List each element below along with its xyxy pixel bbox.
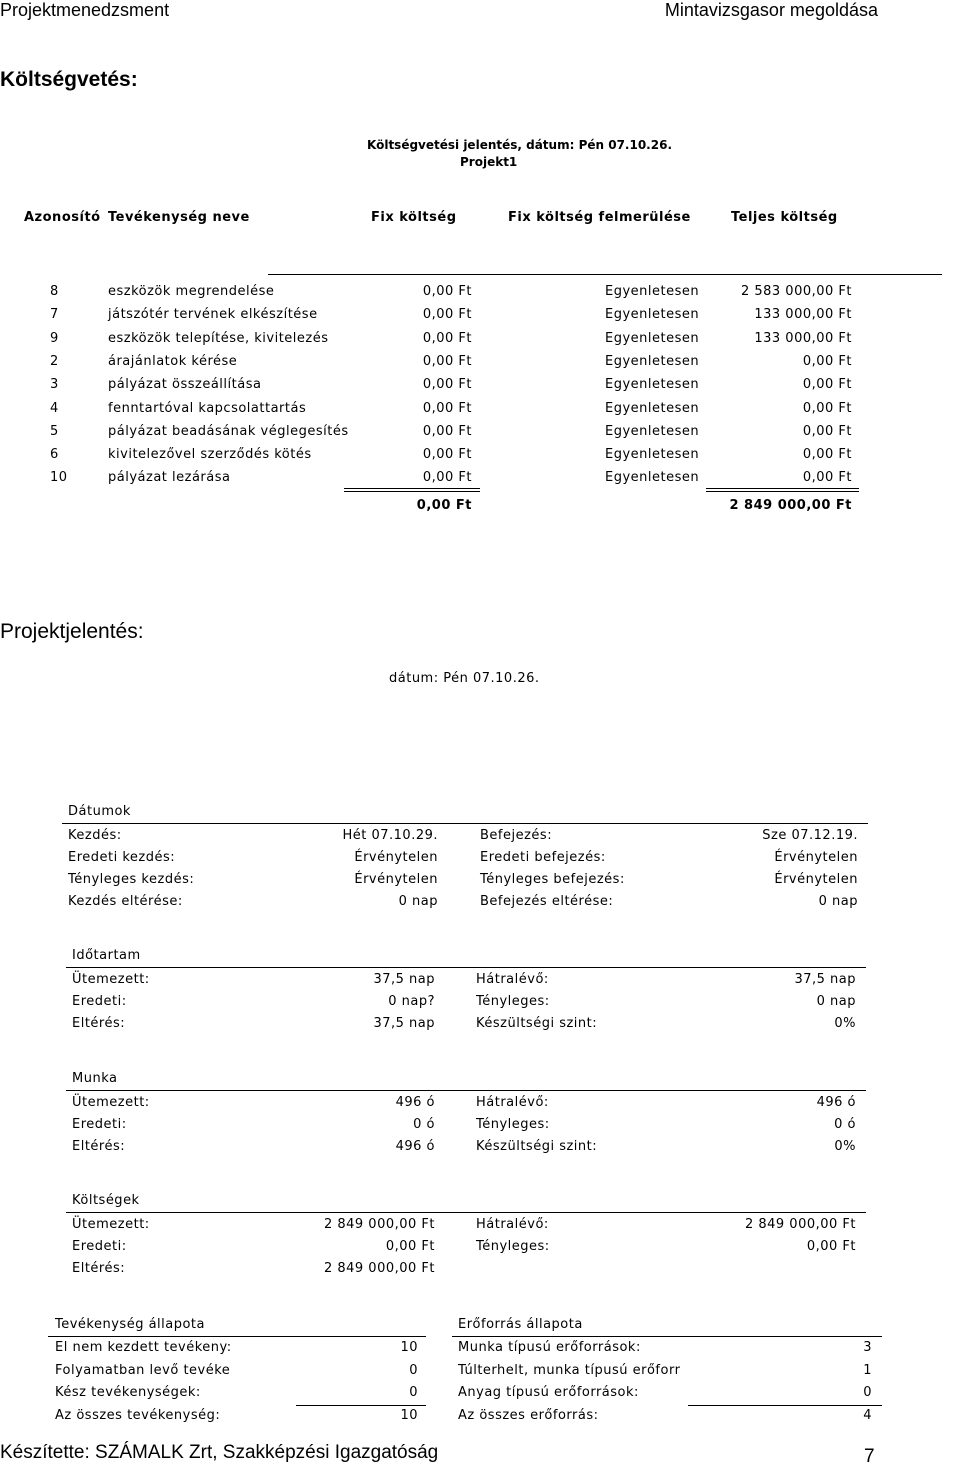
- status-block-divider: [48, 1336, 426, 1337]
- header-left: Projektmenedzsment: [0, 0, 170, 20]
- budget-row-id: 4: [50, 400, 59, 416]
- budget-column-header: Fix költség: [371, 210, 457, 225]
- report-row-value: Érvénytelen: [354, 872, 438, 887]
- report-row-label: Hátralévő:: [476, 972, 549, 987]
- report-row-label: Befejezés:: [480, 828, 553, 843]
- status-row-label: Kész tevékenységek:: [55, 1385, 201, 1400]
- report-row-value: 0%: [834, 1016, 856, 1031]
- status-row-value: 1: [863, 1362, 872, 1378]
- status-row-label: Az összes tevékenység:: [55, 1407, 221, 1423]
- budget-header-divider: [268, 274, 942, 275]
- budget-row-id: 5: [50, 423, 59, 439]
- report-row-label: Eltérés:: [72, 1139, 126, 1154]
- status-row-label: Folyamatban levő tevéke: [55, 1362, 231, 1378]
- report-row-value: 0,00 Ft: [385, 1239, 435, 1254]
- report-row-value: 37,5 nap: [373, 972, 435, 987]
- status-total-rule: [688, 1405, 882, 1406]
- report-row-value: Érvénytelen: [774, 872, 858, 887]
- report-row-label: Ütemezett:: [72, 1217, 150, 1232]
- status-block-title: Tevékenység állapota: [55, 1317, 205, 1332]
- status-row-value: 4: [863, 1407, 872, 1423]
- report-row-label: Eltérés:: [72, 1261, 126, 1276]
- report-row-label: Tényleges:: [476, 1239, 550, 1254]
- report-row-label: Befejezés eltérése:: [480, 894, 614, 909]
- report-row-label: Hátralévő:: [476, 1217, 549, 1232]
- budget-row-total-cost: 0,00 Ft: [802, 447, 852, 463]
- budget-column-header: Teljes költség: [731, 210, 838, 225]
- budget-row-fix-cost: 0,00 Ft: [422, 400, 472, 416]
- budget-row-total-cost: 0,00 Ft: [802, 377, 852, 393]
- status-total-rule: [296, 1405, 426, 1406]
- fix-total: 0,00 Ft: [416, 498, 472, 513]
- report-row-value: 0 ó: [413, 1117, 435, 1132]
- report-block-title: Időtartam: [72, 948, 141, 963]
- report-row-value: 0,00 Ft: [806, 1239, 856, 1254]
- report-block-divider: [62, 823, 868, 824]
- report-block-divider: [66, 1212, 866, 1213]
- status-row-label: Az összes erőforrás:: [458, 1407, 599, 1423]
- report-row-value: 496 ó: [395, 1139, 435, 1154]
- budget-row-accrual: Egyenletesen: [605, 284, 700, 299]
- budget-row-task: pályázat beadásának véglegesítés: [108, 423, 349, 439]
- status-row-value: 0: [409, 1385, 418, 1400]
- budget-row-id: 9: [50, 330, 59, 346]
- budget-row-fix-cost: 0,00 Ft: [422, 423, 472, 439]
- budget-row-total-cost: 133 000,00 Ft: [754, 330, 852, 346]
- budget-section-title: Költségvetés:: [0, 68, 138, 91]
- report-row-value: Érvénytelen: [354, 850, 438, 865]
- budget-row-accrual: Egyenletesen: [605, 353, 700, 369]
- budget-row-task: kivitelezővel szerződés kötés: [108, 447, 312, 463]
- page-number: 7: [864, 1446, 875, 1467]
- status-row-value: 0: [409, 1362, 418, 1378]
- budget-report-title: Költségvetési jelentés, dátum: Pén 07.10.26.: [367, 138, 672, 152]
- budget-row-accrual: Egyenletesen: [605, 330, 700, 346]
- budget-row-fix-cost: 0,00 Ft: [422, 353, 472, 369]
- report-block-divider: [66, 1090, 866, 1091]
- budget-row-fix-cost: 0,00 Ft: [422, 284, 472, 299]
- report-row-value: 0 nap: [818, 894, 858, 909]
- report-row-label: Tényleges kezdés:: [68, 872, 195, 887]
- budget-row-accrual: Egyenletesen: [605, 377, 700, 393]
- report-section-title: Projektjelentés:: [0, 620, 144, 643]
- status-row-value: 3: [863, 1340, 872, 1355]
- report-row-value: 37,5 nap: [373, 1016, 435, 1031]
- status-row-value: 10: [400, 1407, 418, 1423]
- report-row-label: Tényleges:: [476, 994, 550, 1009]
- budget-row-id: 8: [50, 284, 59, 299]
- report-row-label: Eredeti:: [72, 994, 127, 1009]
- header-right: Mintavizsgasor megoldása: [664, 0, 878, 20]
- status-row-label: Túlterhelt, munka típusú erőforr: [458, 1362, 681, 1378]
- report-row-label: Kezdés eltérése:: [68, 894, 183, 909]
- status-row-value: 10: [400, 1340, 418, 1355]
- budget-row-total-cost: 0,00 Ft: [802, 400, 852, 416]
- budget-row-total-cost: 2 583 000,00 Ft: [740, 284, 852, 299]
- budget-row-id: 6: [50, 447, 59, 463]
- budget-row-accrual: Egyenletesen: [605, 400, 700, 416]
- report-block-title: Dátumok: [68, 804, 131, 819]
- report-row-value: 2 849 000,00 Ft: [323, 1261, 435, 1276]
- budget-row-total-cost: 0,00 Ft: [802, 470, 852, 486]
- budget-column-header: Tevékenység neve: [108, 210, 250, 225]
- report-row-value: 0 nap: [816, 994, 856, 1009]
- report-row-label: Eredeti befejezés:: [480, 850, 606, 865]
- budget-row-task: eszközök megrendelése: [108, 284, 275, 299]
- budget-row-total-cost: 0,00 Ft: [802, 423, 852, 439]
- budget-row-total-cost: 133 000,00 Ft: [754, 307, 852, 323]
- report-row-label: Hátralévő:: [476, 1095, 549, 1110]
- report-row-value: Hét 07.10.29.: [342, 828, 438, 843]
- budget-row-fix-cost: 0,00 Ft: [422, 470, 472, 486]
- budget-row-accrual: Egyenletesen: [605, 447, 700, 463]
- budget-row-total-cost: 0,00 Ft: [802, 353, 852, 369]
- budget-row-fix-cost: 0,00 Ft: [422, 377, 472, 393]
- cost-total-rule: [706, 488, 859, 492]
- report-row-label: Készültségi szint:: [476, 1016, 598, 1031]
- report-block-title: Költségek: [72, 1193, 140, 1208]
- status-row-value: 0: [863, 1385, 872, 1400]
- budget-row-task: eszközök telepítése, kivitelezés: [108, 330, 329, 346]
- budget-row-id: 2: [50, 353, 59, 369]
- report-row-label: Kezdés:: [68, 828, 122, 843]
- report-row-label: Ütemezett:: [72, 972, 150, 987]
- budget-row-accrual: Egyenletesen: [605, 470, 700, 486]
- budget-row-task: pályázat lezárása: [108, 470, 231, 486]
- report-row-value: 0 nap: [398, 894, 438, 909]
- report-row-label: Eredeti:: [72, 1239, 127, 1254]
- report-row-value: Sze 07.12.19.: [762, 828, 858, 843]
- budget-row-id: 3: [50, 377, 59, 393]
- report-row-value: 496 ó: [395, 1095, 435, 1110]
- footer-left: Készítette: SZÁMALK Zrt, Szakképzési Igazgatóság: [0, 1442, 439, 1463]
- report-row-value: Érvénytelen: [774, 850, 858, 865]
- fix-total-rule: [344, 488, 480, 492]
- status-block-title: Erőforrás állapota: [458, 1317, 583, 1332]
- report-date: dátum: Pén 07.10.26.: [389, 671, 540, 686]
- budget-project-name: Projekt1: [460, 155, 518, 169]
- report-block-title: Munka: [72, 1071, 118, 1086]
- report-row-value: 2 849 000,00 Ft: [323, 1217, 435, 1232]
- budget-row-task: pályázat összeállítása: [108, 377, 262, 393]
- status-row-label: Anyag típusú erőforrások:: [458, 1385, 639, 1400]
- report-row-value: 2 849 000,00 Ft: [744, 1217, 856, 1232]
- budget-row-fix-cost: 0,00 Ft: [422, 307, 472, 323]
- status-row-label: El nem kezdett tevékeny:: [55, 1340, 232, 1355]
- status-block-divider: [452, 1336, 882, 1337]
- report-row-label: Tényleges befejezés:: [480, 872, 625, 887]
- report-row-label: Eredeti:: [72, 1117, 127, 1132]
- budget-row-id: 10: [50, 470, 68, 486]
- budget-row-task: fenntartóval kapcsolattartás: [108, 400, 307, 416]
- budget-column-header: Fix költség felmerülése: [508, 210, 691, 225]
- report-row-label: Készültségi szint:: [476, 1139, 598, 1154]
- budget-row-id: 7: [50, 307, 59, 323]
- report-row-value: 496 ó: [816, 1095, 856, 1110]
- report-row-label: Eredeti kezdés:: [68, 850, 176, 865]
- budget-row-fix-cost: 0,00 Ft: [422, 447, 472, 463]
- cost-total: 2 849 000,00 Ft: [729, 498, 852, 513]
- budget-row-fix-cost: 0,00 Ft: [422, 330, 472, 346]
- report-row-label: Eltérés:: [72, 1016, 126, 1031]
- budget-row-task: játszótér tervének elkészítése: [108, 307, 318, 323]
- report-row-value: 0 nap?: [388, 994, 435, 1009]
- report-row-value: 37,5 nap: [794, 972, 856, 987]
- status-row-label: Munka típusú erőforrások:: [458, 1340, 641, 1355]
- report-row-value: 0%: [834, 1139, 856, 1154]
- budget-row-accrual: Egyenletesen: [605, 423, 700, 439]
- report-block-divider: [66, 967, 866, 968]
- budget-row-task: árajánlatok kérése: [108, 353, 238, 369]
- budget-row-accrual: Egyenletesen: [605, 307, 700, 323]
- report-row-label: Ütemezett:: [72, 1095, 150, 1110]
- report-row-value: 0 ó: [834, 1117, 856, 1132]
- report-row-label: Tényleges:: [476, 1117, 550, 1132]
- budget-column-header: Azonosító: [24, 210, 101, 225]
